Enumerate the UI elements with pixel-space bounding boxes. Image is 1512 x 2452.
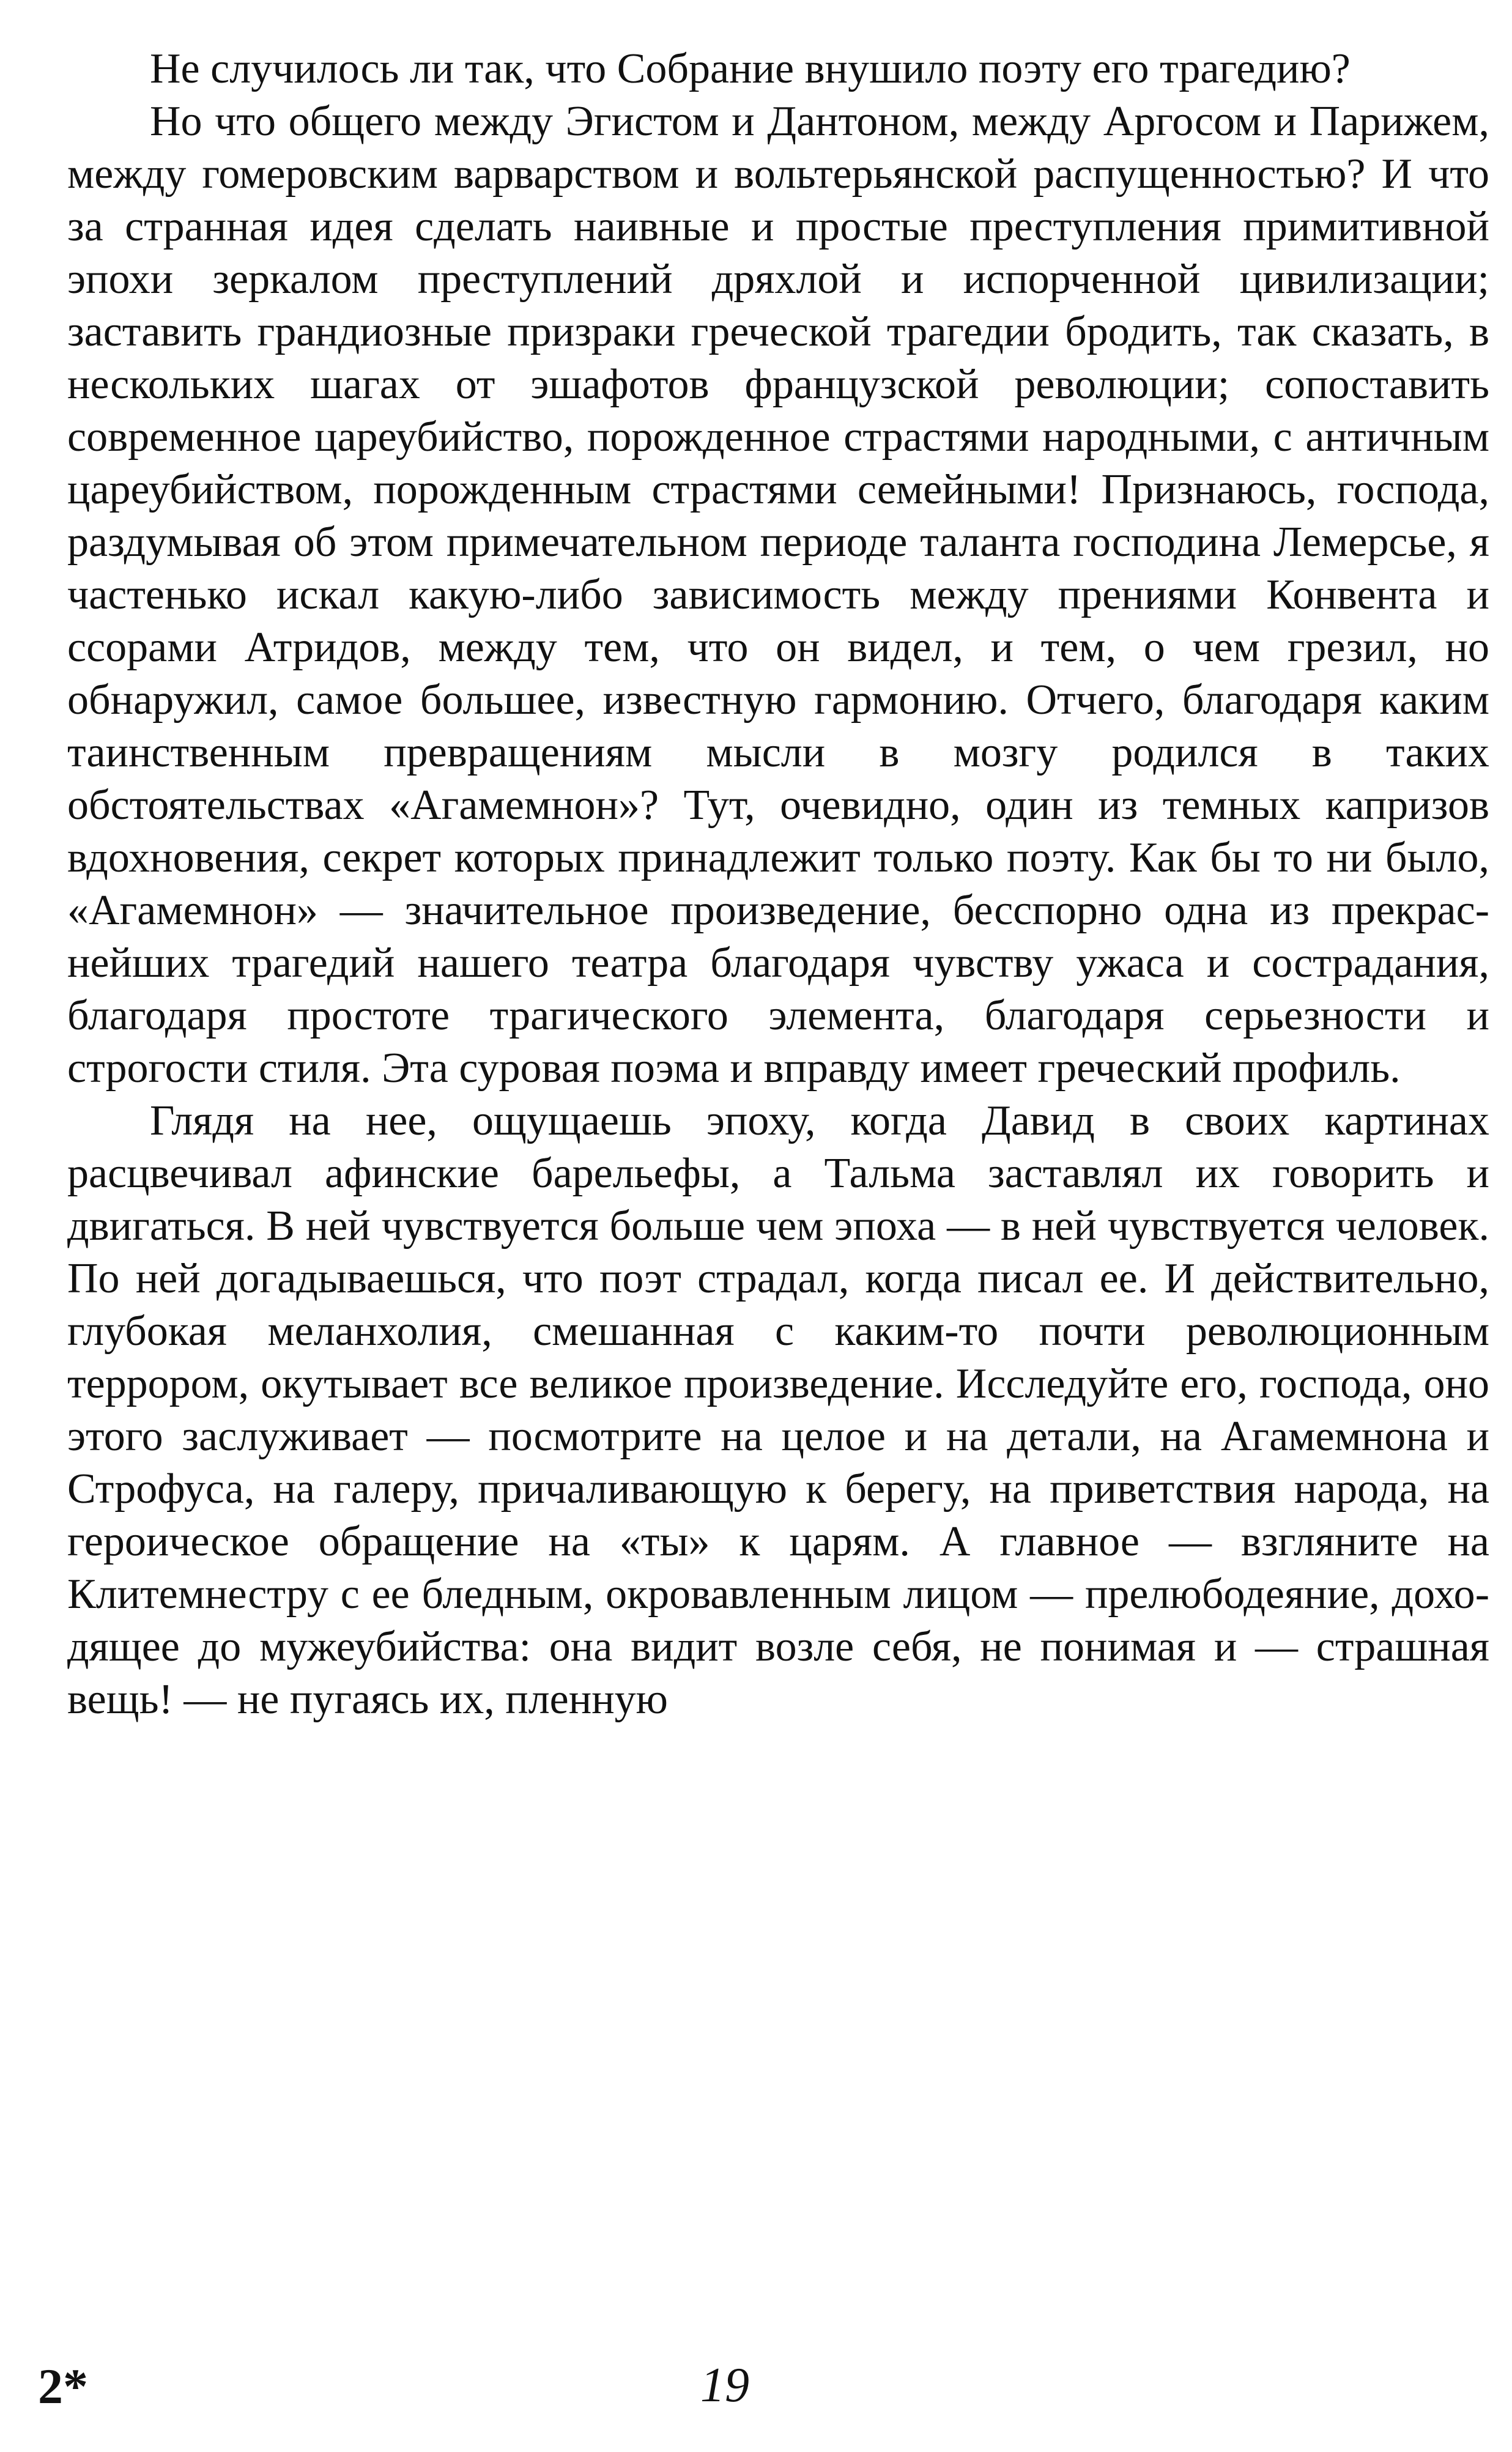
page-text [67,43,1489,1726]
page-number: 19 [700,2358,749,2412]
paragraph: Глядя на нее, ощущаешь эпоху, когда Давид в своих картинах расцвечивал афинские барельефы, а Тальма заставлял их говорить и двигаться. В ней чувствуется больше чем эпоха — в ней чувствуется человек. По ней догадываешься, что поэт страдал, когда писал ее. И действительно, глубокая меланхолия, смешанная с каким-то почти революционным террором, окутывает все великое произведение. Исследуйте его, господа, оно этого заслуживает — посмотрите на целое и на детали, на Агамемнона и Строфуса, на галеру, причаливающую к берегу, на приветствия народа, на героическое обращение на «ты» к царям. А главное — взгляните на Клитемнестру с ее бледным, окровавленным лицом — прелюбодеяние, доходящее до мужеубийства: она видит возле себя, не понимая и — страшная вещь! — не пугаясь их, пленную [67,1097,1489,1723]
page-footer [0,2358,1512,2425]
paragraph: Но что общего между Эгистом и Дантоном, между Аргосом и Парижем, между гомеровским варварством и вольтерьянской распущенностью? И что за странная идея сделать наивные и простые преступления примитивной эпохи зеркалом преступлений дряхлой и испорченной цивилизации; заставить грандиозные призраки греческой трагедии бродить, так сказать, в нескольких шагах от эшафотов французской революции; сопоставить современное цареубийство, порожденное страстями народными, с античным цареубийством, порожденным страстями семейными! Признаюсь, господа, раздумывая об этом примечательном периоде таланта господина Лемерсье, я частенько искал какую-либо зависимость между прениями Конвента и ссорами Атридов, между тем, что он видел, и тем, о чем грезил, но обнаружил, самое большее, известную гармонию. Отчего, благодаря каким таинственным превращениям мысли в мозгу родился в таких обстоятельствах «Агамемнон»? Тут, очевидно, один из темных капризов вдохновения, секрет которых принадлежит только поэту. Как бы то ни было, «Агамемнон» — значительное произведение, бесспорно одна из прекраснейших трагедий нашего театра благодаря чувству ужаса и сострадания, благодаря простоте трагического элемента, благодаря серьезности и строгости стиля. Эта суровая поэма и вправду имеет греческий профиль. [67,98,1489,1092]
signature-mark: 2* [38,2358,88,2414]
paragraph: Не случилось ли так, что Собрание внушило поэту его трагедию? [150,45,1351,92]
